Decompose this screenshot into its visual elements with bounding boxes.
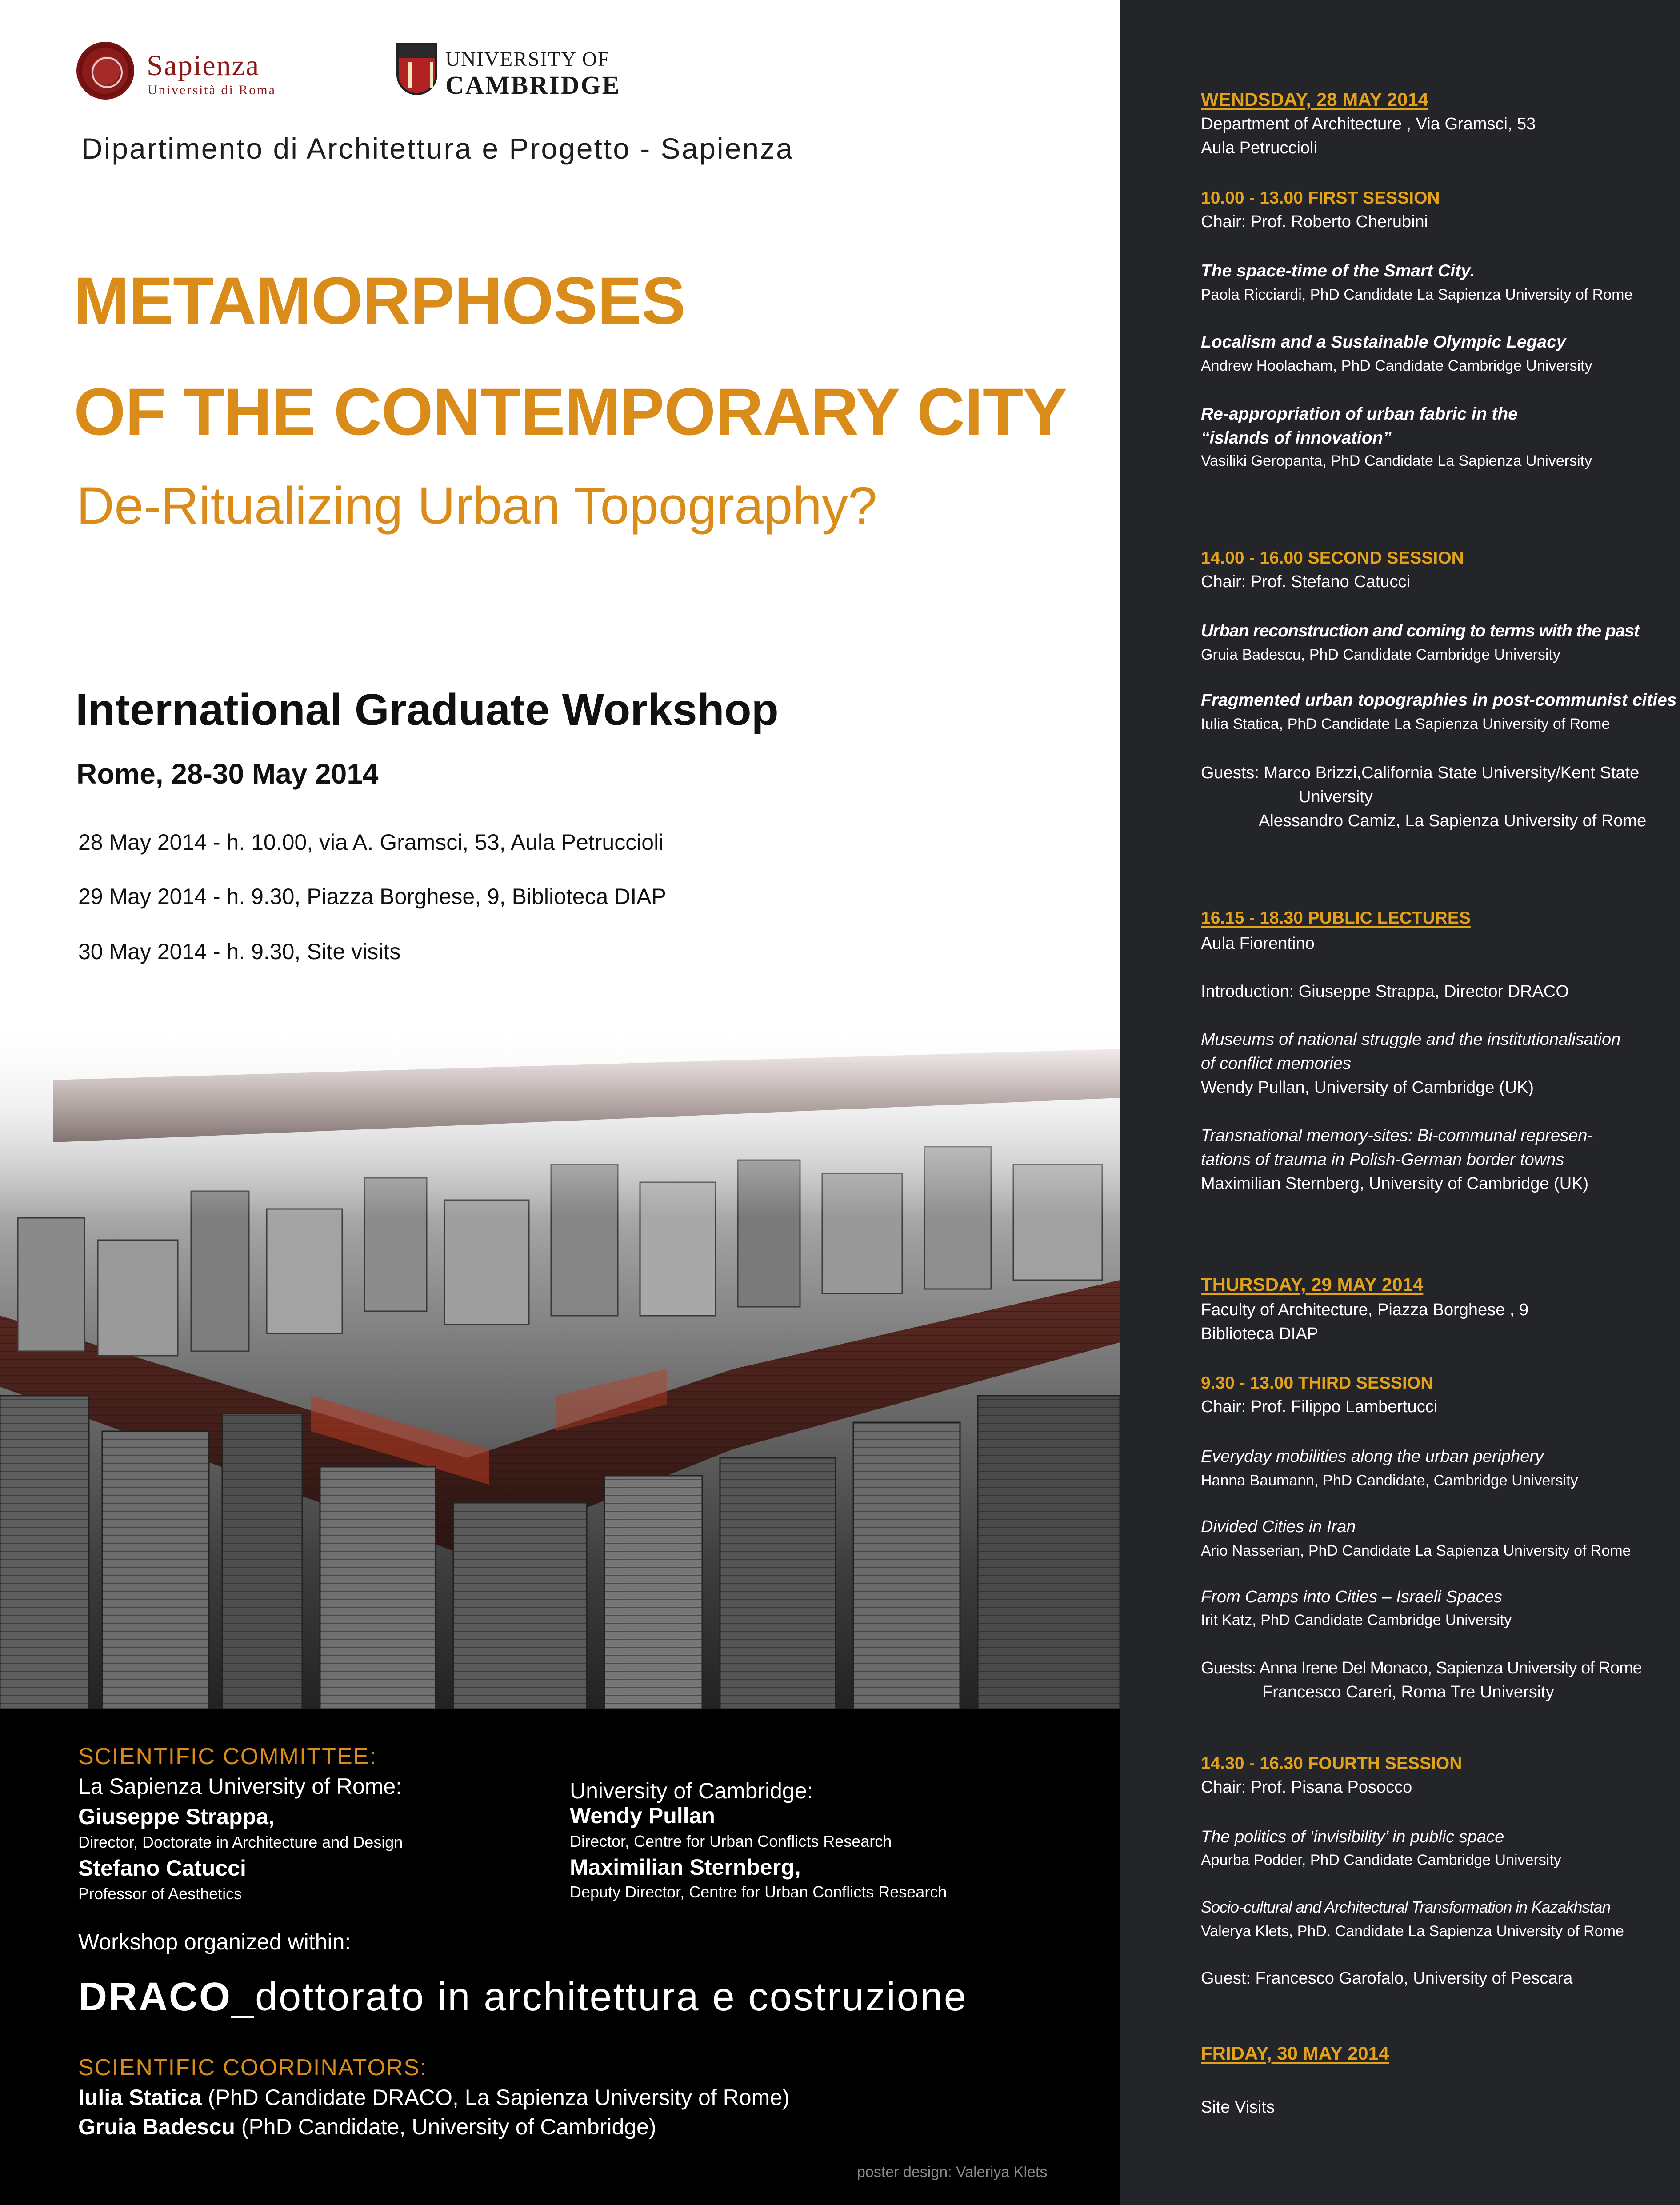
date-line-1: 28 May 2014 - h. 10.00, via A. Gramsci, 53, Aula Petruccioli bbox=[78, 830, 664, 855]
talk-author: Hanna Baumann, PhD Candidate, Cambridge University bbox=[1201, 1472, 1578, 1489]
coordinator-role: (PhD Candidate, University of Cambridge) bbox=[235, 2114, 656, 2139]
talk-title: Urban reconstruction and coming to terms with the past bbox=[1201, 621, 1640, 640]
committee-person: Maximilian Sternberg, bbox=[570, 1855, 801, 1880]
workshop-name: International Graduate Workshop bbox=[76, 685, 779, 735]
organized-label: Workshop organized within: bbox=[78, 1929, 351, 1954]
guest-line: Guest: Francesco Garofalo, University of Pescara bbox=[1201, 1969, 1573, 1988]
location-line: Department of Architecture , Via Gramsci, 53 bbox=[1201, 115, 1536, 133]
session-chair: Chair: Prof. Filippo Lambertucci bbox=[1201, 1397, 1438, 1416]
talk-title: From Camps into Cities – Israeli Spaces bbox=[1201, 1588, 1502, 1606]
cambridge-wordmark-line2: CAMBRIDGE bbox=[445, 71, 621, 100]
location-line: Aula Fiorentino bbox=[1201, 934, 1315, 953]
talk-title: of conflict memories bbox=[1201, 1054, 1351, 1073]
talk-title: Everyday mobilities along the urban periphery bbox=[1201, 1447, 1544, 1466]
talk-title: The politics of ‘invisibility’ in public space bbox=[1201, 1828, 1504, 1846]
guests-line: Alessandro Camiz, La Sapienza University of Rome bbox=[1259, 812, 1647, 830]
sapienza-committee-heading: La Sapienza University of Rome: bbox=[78, 1774, 402, 1799]
talk-title: “islands of innovation” bbox=[1201, 428, 1392, 448]
session-chair: Chair: Prof. Stefano Catucci bbox=[1201, 572, 1410, 591]
coordinator-line bbox=[78, 2114, 656, 2140]
talk-author: Paola Ricciardi, PhD Candidate La Sapienza University of Rome bbox=[1201, 286, 1633, 303]
talk-title: Fragmented urban topographies in post-communist cities bbox=[1201, 691, 1677, 710]
talk-author: Gruia Badescu, PhD Candidate Cambridge University bbox=[1201, 646, 1560, 663]
day-heading-wednesday: WENDSDAY, 28 MAY 2014 bbox=[1201, 89, 1429, 110]
guests-line: Francesco Careri, Roma Tre University bbox=[1262, 1683, 1554, 1701]
guests-line: University bbox=[1299, 788, 1373, 806]
day-heading-friday: FRIDAY, 30 MAY 2014 bbox=[1201, 2043, 1389, 2064]
coordinator-name: Iulia Statica bbox=[78, 2085, 202, 2110]
talk-title: Transnational memory-sites: Bi-communal represen- bbox=[1201, 1126, 1593, 1145]
department-name: Dipartimento di Architettura e Progetto - Sapienza bbox=[81, 132, 794, 165]
cambridge-committee-heading: University of Cambridge: bbox=[570, 1778, 813, 1803]
title-line-1: METAMORPHOSES bbox=[74, 263, 685, 338]
committee-person: Stefano Catucci bbox=[78, 1856, 246, 1881]
location-line: Faculty of Architecture, Piazza Borghese , 9 bbox=[1201, 1301, 1529, 1319]
committee-role: Deputy Director, Centre for Urban Conflicts Research bbox=[570, 1883, 947, 1901]
poster-design-credit: poster design: Valeriya Klets bbox=[857, 2164, 1048, 2181]
talk-author: Vasiliki Geropanta, PhD Candidate La Sapienza University bbox=[1201, 452, 1592, 469]
talk-title: tations of trauma in Polish-German border towns bbox=[1201, 1150, 1564, 1169]
talk-author: Irit Katz, PhD Candidate Cambridge University bbox=[1201, 1612, 1512, 1629]
city-artwork-image bbox=[0, 1031, 1120, 1709]
cambridge-shield-icon bbox=[396, 43, 437, 95]
subtitle: De-Ritualizing Urban Topography? bbox=[76, 476, 877, 535]
draco-acronym: DRACO bbox=[78, 1975, 232, 2019]
date-line-2: 29 May 2014 - h. 9.30, Piazza Borghese, 9, Biblioteca DIAP bbox=[78, 884, 666, 909]
committee-person: Giuseppe Strappa, bbox=[78, 1804, 275, 1829]
coordinators-label: SCIENTIFIC COORDINATORS: bbox=[78, 2055, 428, 2081]
coordinator-name: Gruia Badescu bbox=[78, 2114, 235, 2139]
session-heading-public-lectures: 16.15 - 18.30 PUBLIC LECTURES bbox=[1201, 908, 1471, 928]
talk-author: Andrew Hoolacham, PhD Candidate Cambridge University bbox=[1201, 357, 1592, 374]
logos-bar bbox=[76, 38, 654, 105]
talk-author: Apurba Podder, PhD Candidate Cambridge University bbox=[1201, 1852, 1561, 1869]
location-line: Biblioteca DIAP bbox=[1201, 1325, 1319, 1343]
guests-line: Guests: Marco Brizzi,California State University/Kent State bbox=[1201, 764, 1640, 782]
committee-role: Director, Doctorate in Architecture and Design bbox=[78, 1833, 403, 1851]
draco-line bbox=[78, 1974, 968, 2020]
talk-title: Re-appropriation of urban fabric in the bbox=[1201, 404, 1518, 424]
talk-title: Localism and a Sustainable Olympic Legacy bbox=[1201, 332, 1566, 352]
coordinator-role: (PhD Candidate DRACO, La Sapienza University of Rome) bbox=[201, 2085, 790, 2110]
committee-role: Professor of Aesthetics bbox=[78, 1885, 242, 1903]
talk-author: Ario Nasserian, PhD Candidate La Sapienza University of Rome bbox=[1201, 1542, 1631, 1559]
program-panel bbox=[1120, 0, 1680, 2205]
date-line-3: 30 May 2014 - h. 9.30, Site visits bbox=[78, 939, 401, 964]
session-heading: 10.00 - 13.00 FIRST SESSION bbox=[1201, 188, 1440, 208]
committee-person: Wendy Pullan bbox=[570, 1803, 715, 1828]
talk-title: Divided Cities in Iran bbox=[1201, 1517, 1356, 1536]
location-line: Aula Petruccioli bbox=[1201, 139, 1317, 157]
sapienza-subtitle: Università di Roma bbox=[148, 83, 276, 97]
title-line-2: OF THE CONTEMPORARY CITY bbox=[74, 374, 1067, 449]
coordinator-line bbox=[78, 2085, 790, 2110]
committee-role: Director, Centre for Urban Conflicts Research bbox=[570, 1832, 892, 1850]
friday-item: Site Visits bbox=[1201, 2098, 1275, 2117]
session-chair: Chair: Prof. Pisana Posocco bbox=[1201, 1778, 1412, 1797]
session-heading: 9.30 - 13.00 THIRD SESSION bbox=[1201, 1373, 1433, 1393]
fog-layer bbox=[0, 1031, 1120, 1218]
workshop-when: Rome, 28-30 May 2014 bbox=[76, 758, 379, 790]
talk-title: Socio-cultural and Architectural Transformation in Kazakhstan bbox=[1201, 1898, 1611, 1916]
guests-line: Guests: Anna Irene Del Monaco, Sapienza University of Rome bbox=[1201, 1659, 1642, 1677]
session-heading: 14.30 - 16.30 FOURTH SESSION bbox=[1201, 1754, 1462, 1773]
session-chair: Chair: Prof. Roberto Cherubini bbox=[1201, 212, 1428, 231]
day-heading-thursday: THURSDAY, 29 MAY 2014 bbox=[1201, 1274, 1424, 1295]
lecture-intro: Introduction: Giuseppe Strappa, Director DRACO bbox=[1201, 982, 1569, 1001]
talk-author: Iulia Statica, PhD Candidate La Sapienza University of Rome bbox=[1201, 716, 1610, 732]
talk-author: Valerya Klets, PhD. Candidate La Sapienza University of Rome bbox=[1201, 1923, 1624, 1940]
talk-author: Wendy Pullan, University of Cambridge (UK) bbox=[1201, 1078, 1534, 1097]
talk-author: Maximilian Sternberg, University of Cambridge (UK) bbox=[1201, 1174, 1589, 1193]
draco-description: _dottorato in architettura e costruzione bbox=[232, 1975, 968, 2019]
talk-title: Museums of national struggle and the institutionalisation bbox=[1201, 1030, 1621, 1049]
talk-title: The space-time of the Smart City. bbox=[1201, 261, 1475, 280]
sapienza-wordmark: Sapienza bbox=[147, 49, 260, 82]
sapienza-seal-icon bbox=[76, 42, 134, 100]
cambridge-wordmark-line1: UNIVERSITY OF bbox=[445, 48, 610, 70]
session-heading: 14.00 - 16.00 SECOND SESSION bbox=[1201, 548, 1464, 568]
committee-label: SCIENTIFIC COMMITTEE: bbox=[78, 1744, 377, 1769]
